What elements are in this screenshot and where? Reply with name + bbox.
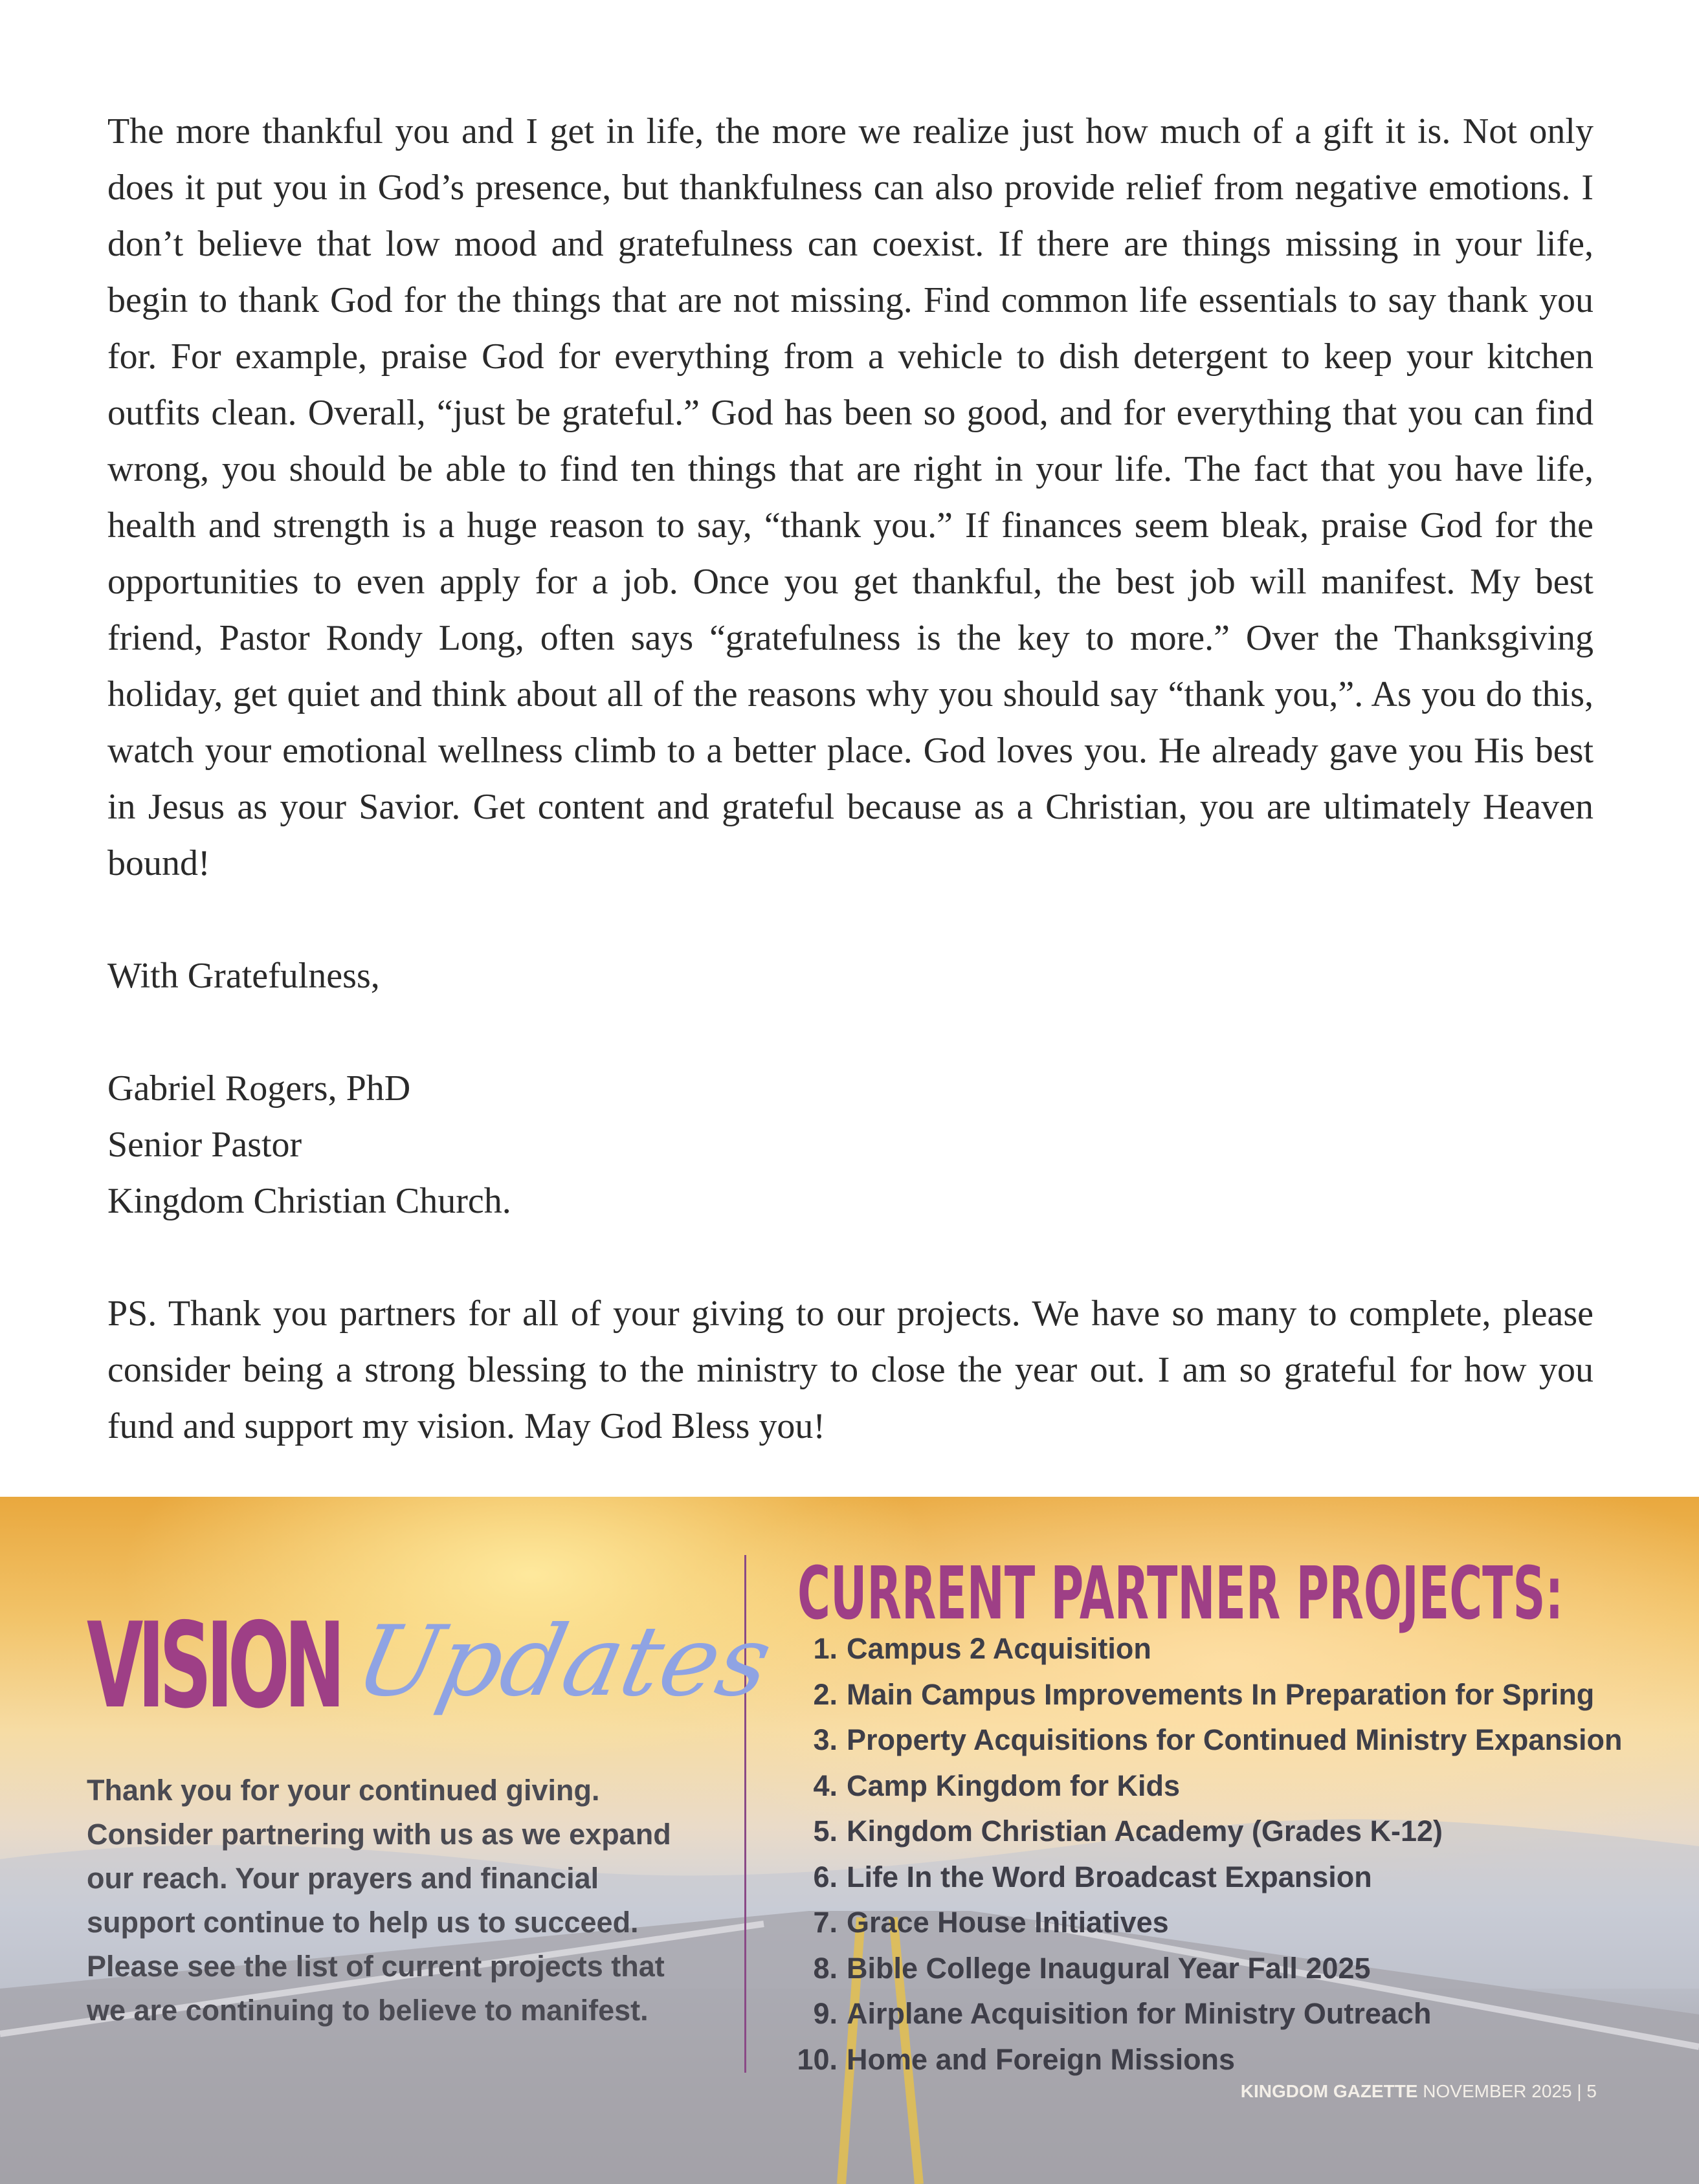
vision-updates-logo — [87, 1597, 781, 1734]
signature-name: Gabriel Rogers, PhD — [107, 1068, 411, 1109]
issue-page: NOVEMBER 2025 | 5 — [1423, 2081, 1597, 2101]
list-item: 10. Home and Foreign Missions — [797, 2042, 1236, 2076]
list-item: 8. Bible College Inaugural Year Fall 2025 — [813, 1951, 1371, 1985]
list-item: 7. Grace House Initiatives — [813, 1906, 1169, 1939]
list-item: 2. Main Campus Improvements In Preparation for Spring — [813, 1677, 1595, 1711]
list-item: 5. Kingdom Christian Academy (Grades K-12) — [813, 1814, 1443, 1848]
projects-heading: CURRENT PARTNER PROJECTS: — [797, 1552, 1564, 1636]
pastor-letter — [107, 104, 1594, 1455]
signature-title: Senior Pastor — [107, 1125, 302, 1165]
signature-church: Kingdom Christian Church. — [107, 1181, 511, 1221]
list-item: 9. Airplane Acquisition for Ministry Outreach — [813, 1997, 1432, 2030]
vision-message: Thank you for your continued giving. Consider partnering with us as we expand our reach. Your prayers and financial support continue to help us to succeed. Please see the list of current projects that we are continuing to believe to manifest. — [87, 1774, 671, 2027]
list-item: 3. Property Acquisitions for Continued Ministry Expansion — [813, 1723, 1623, 1756]
page-footer — [1241, 2081, 1597, 2102]
letter-body: The more thankful you and I get in life, the more we realize just how much of a gift it is. Not only does it put you in God’s presence, but thankfulness can also provide relief from negative emotions. I don’t believe that low mood and gratefulness can coexist. If there are things missing in your life, begin to thank God for the things that are not missing. Find common life essentials to say thank you for. For example, praise God for everything from a vehicle to dish detergent to keep your kitchen outfits clean. Overall, “just be grateful.” God has been so good, and for everything that you can find wrong, you should be able to find ten things that are right in your life. The fact that you have life, health and strength is a huge reason to say, “thank you.” If finances seem bleak, praise God for the opportunities to even apply for a job. Once you get thankful, the best job will manifest. My best friend, Pastor Rondy Long, often says “gratefulness is the key to more.” Over the Thanksgiving holiday, get quiet and think about all of the reasons why you should say “thank you,”. As you do this, watch your emotional wellness climb to a better place. God loves you. He already gave you His best in Jesus as your Savior. Get content and grateful because as a Christian, you are ultimately Heaven bound! — [107, 111, 1594, 883]
letter-closing: With Gratefulness, — [107, 956, 380, 996]
projects-list — [784, 1626, 1622, 2082]
list-item: 4. Camp Kingdom for Kids — [813, 1769, 1180, 1802]
vision-logo-word: VISION — [87, 1597, 340, 1734]
updates-logo-word: Updates — [346, 1605, 781, 1718]
vision-banner — [0, 1497, 1699, 2184]
list-item: 6. Life In the Word Broadcast Expansion — [813, 1860, 1372, 1893]
list-item: 1. Campus 2 Acquisition — [813, 1632, 1151, 1665]
publication-name: KINGDOM GAZETTE — [1240, 2081, 1418, 2101]
letter-postscript: PS. Thank you partners for all of your giving to our projects. We have so many to complete, please consider being a strong blessing to the ministry to close the year out. I am so grateful for how you fund and support my vision. May God Bless you! — [107, 1294, 1594, 1446]
